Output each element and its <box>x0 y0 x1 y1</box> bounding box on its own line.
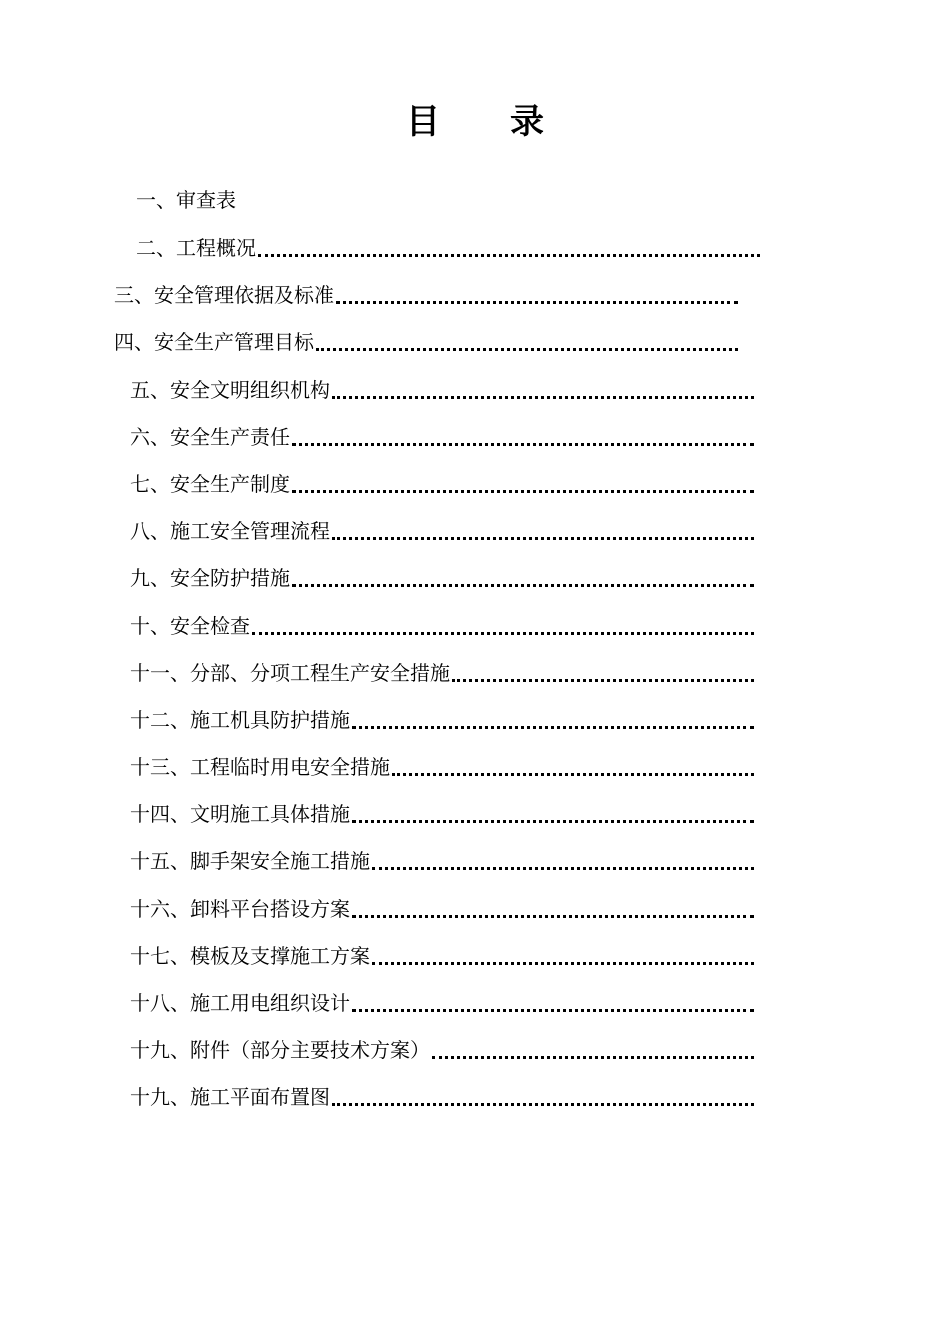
toc-entry <box>130 936 754 976</box>
toc-dot-leader <box>452 653 754 693</box>
toc-entry <box>130 653 754 693</box>
toc-entry-label: 十九、附件（部分主要技术方案） <box>130 1038 430 1062</box>
toc-entry-label: 六、安全生产责任 <box>130 425 290 449</box>
toc-entry <box>130 558 754 598</box>
toc-entry-label: 十二、施工机具防护措施 <box>130 708 350 732</box>
toc-dot-leader <box>252 606 754 646</box>
toc-entry <box>130 1077 754 1117</box>
toc-entry-label: 十三、工程临时用电安全措施 <box>130 755 390 779</box>
toc-entry <box>130 983 754 1023</box>
toc-entry <box>130 747 754 787</box>
toc-dot-leader <box>352 794 754 834</box>
toc-dot-leader <box>332 1077 754 1117</box>
title-char-2: 录 <box>510 102 544 142</box>
toc-dot-leader <box>258 228 760 268</box>
toc-entry-label: 一、审查表 <box>136 188 236 212</box>
toc-entry <box>130 841 754 881</box>
toc-entry-label: 五、安全文明组织机构 <box>130 378 330 402</box>
toc-dot-leader <box>372 841 754 881</box>
toc-entry-label: 四、安全生产管理目标 <box>114 330 314 354</box>
toc-entry <box>130 889 754 929</box>
toc-dot-leader <box>292 558 754 598</box>
page-title <box>0 98 950 146</box>
toc-entry <box>130 370 754 410</box>
toc-dot-leader <box>352 700 754 740</box>
toc-entry <box>114 322 738 362</box>
toc-dot-leader <box>392 747 754 787</box>
title-char-1: 目 <box>406 102 440 142</box>
toc-entry <box>130 464 754 504</box>
toc-dot-leader <box>332 511 754 551</box>
toc-entry-label: 二、工程概况 <box>136 236 256 260</box>
toc-entry <box>136 180 256 220</box>
toc-entry-label: 十六、卸料平台搭设方案 <box>130 897 350 921</box>
toc-dot-leader <box>336 275 738 315</box>
toc-entry <box>130 511 754 551</box>
toc-entry-label: 十一、分部、分项工程生产安全措施 <box>130 661 450 685</box>
toc-entry-label: 九、安全防护措施 <box>130 566 290 590</box>
toc-entry-label: 十七、模板及支撑施工方案 <box>130 944 370 968</box>
toc-entry <box>130 606 754 646</box>
toc-entry-label: 三、安全管理依据及标准 <box>114 283 334 307</box>
toc-entry <box>114 275 738 315</box>
toc-entry <box>130 700 754 740</box>
toc-entry-label: 十九、施工平面布置图 <box>130 1085 330 1109</box>
toc-entry <box>130 1030 754 1070</box>
toc-entry-label: 十、安全检查 <box>130 614 250 638</box>
toc-dot-leader <box>292 417 754 457</box>
toc-dot-leader <box>316 322 738 362</box>
toc-dot-leader <box>432 1030 754 1070</box>
toc-dot-leader <box>352 983 754 1023</box>
toc-entry <box>136 228 760 268</box>
toc-entry-label: 七、安全生产制度 <box>130 472 290 496</box>
toc-dot-leader <box>372 936 754 976</box>
toc-entry-label: 十四、文明施工具体措施 <box>130 802 350 826</box>
toc-entry-label: 八、施工安全管理流程 <box>130 519 330 543</box>
toc-entry <box>130 794 754 834</box>
toc-dot-leader <box>352 889 754 929</box>
toc-entry-label: 十八、施工用电组织设计 <box>130 991 350 1015</box>
toc-dot-leader <box>332 370 754 410</box>
toc-entry-label: 十五、脚手架安全施工措施 <box>130 849 370 873</box>
toc-entry <box>130 417 754 457</box>
toc-dot-leader <box>292 464 754 504</box>
